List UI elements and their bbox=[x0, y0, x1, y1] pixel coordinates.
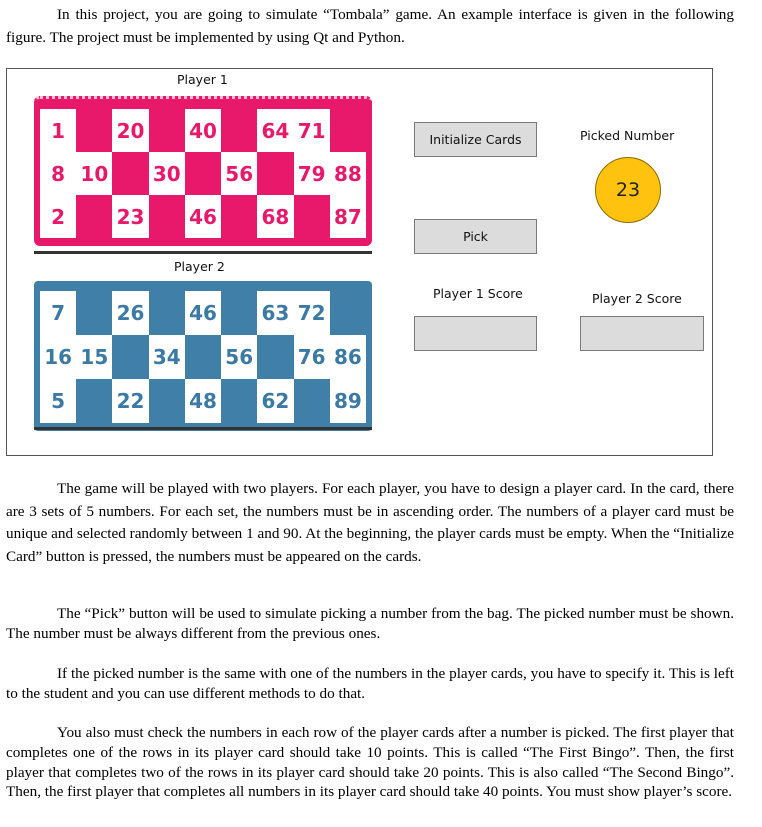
player2-card-cell bbox=[257, 335, 293, 379]
player1-card-cell bbox=[149, 109, 185, 152]
player1-card-cell bbox=[112, 152, 148, 195]
player1-card-cell: 1 bbox=[40, 109, 76, 152]
picked-number-ball bbox=[595, 157, 661, 223]
player2-card-cell: 22 bbox=[112, 379, 148, 423]
player2-card-cell: 62 bbox=[257, 379, 293, 423]
player2-card-cell bbox=[112, 335, 148, 379]
player1-card-cell: 40 bbox=[185, 109, 221, 152]
initialize-cards-button[interactable]: Initialize Cards bbox=[414, 122, 537, 157]
player2-card-cell: 48 bbox=[185, 379, 221, 423]
player2-card-cell: 7 bbox=[40, 291, 76, 335]
player1-score-box bbox=[414, 316, 537, 351]
player1-card-cell: 56 bbox=[221, 152, 257, 195]
pick-button[interactable]: Pick bbox=[414, 219, 537, 254]
example-interface-figure bbox=[6, 68, 713, 456]
player1-label: Player 1 bbox=[177, 72, 228, 87]
player2-card-cell: 26 bbox=[112, 291, 148, 335]
paragraph-game-rules bbox=[6, 478, 734, 568]
player1-card-cell: 64 bbox=[257, 109, 293, 152]
player1-card-cell: 2 bbox=[40, 195, 76, 238]
player1-card-cell: 88 bbox=[330, 152, 366, 195]
player1-card-cell: 71 bbox=[294, 109, 330, 152]
player2-card-grid bbox=[40, 291, 366, 423]
player1-card-cell bbox=[185, 152, 221, 195]
player1-card-cell: 79 bbox=[294, 152, 330, 195]
player1-card-cell bbox=[330, 109, 366, 152]
player2-card-cell: 86 bbox=[330, 335, 366, 379]
player1-card-base bbox=[34, 251, 372, 254]
player2-card-cell: 76 bbox=[294, 335, 330, 379]
player2-card-cell: 72 bbox=[294, 291, 330, 335]
player2-card-cell bbox=[185, 335, 221, 379]
paragraph-specify-match-text: If the picked number is the same with one of the numbers in the player cards, you have to specify it. This is left to the student and you can use different methods to do that. bbox=[6, 665, 734, 702]
player1-card-cell: 46 bbox=[185, 195, 221, 238]
player2-card-cell bbox=[294, 379, 330, 423]
intro-text: In this project, you are going to simulate “Tombala” game. An example interface is given in the following figure. The project must be implemented by using Qt and Python. bbox=[6, 6, 734, 46]
player2-card-cell: 46 bbox=[185, 291, 221, 335]
picked-number-label: Picked Number bbox=[580, 128, 675, 143]
player1-card-grid bbox=[40, 109, 366, 238]
player2-card-cell: 15 bbox=[76, 335, 112, 379]
player2-card-cell bbox=[221, 291, 257, 335]
player2-card-cell bbox=[149, 291, 185, 335]
player1-score-label: Player 1 Score bbox=[433, 286, 523, 301]
paragraph-game-rules-text: The game will be played with two players. For each player, you have to design a player card. In the card, there are 3 sets of 5 numbers. For each set, the numbers must be in ascending order. The numbers of a player card must be unique and selected randomly between 1 and 90. At the beginning, the player cards must be empty. When the “Initialize Card” button is pressed, the numbers must be appeared on the cards. bbox=[6, 480, 734, 565]
player2-card-cell: 34 bbox=[149, 335, 185, 379]
player2-label: Player 2 bbox=[174, 259, 225, 274]
intro-paragraph bbox=[6, 4, 734, 49]
player1-card-cell: 8 bbox=[40, 152, 76, 195]
paragraph-scoring bbox=[6, 723, 734, 802]
player1-card-cell bbox=[76, 195, 112, 238]
paragraph-scoring-text: You also must check the numbers in each row of the player cards after a number is picked. The first player that completes one of the rows in its player card should take 10 points. This is called “The First Bingo”. Then, the first player that completes two of the rows in its player card should take 20 points. This is also called “The Second Bingo”. Then, the first player that completes all numbers in its player card should take 40 points. You must show player’s score. bbox=[6, 724, 734, 801]
player2-card-cell: 5 bbox=[40, 379, 76, 423]
player1-card-cell: 68 bbox=[257, 195, 293, 238]
paragraph-pick-button bbox=[6, 604, 734, 644]
paragraph-pick-button-text: The “Pick” button will be used to simulate picking a number from the bag. The picked number must be shown. The number must be always different from the previous ones. bbox=[6, 605, 734, 642]
player1-card-cell: 30 bbox=[149, 152, 185, 195]
player2-card-cell bbox=[149, 379, 185, 423]
picked-number-value: 23 bbox=[615, 179, 641, 201]
player2-score-label: Player 2 Score bbox=[592, 291, 682, 306]
player2-card-cell bbox=[330, 291, 366, 335]
player1-card bbox=[34, 96, 372, 246]
player2-card-cell bbox=[76, 291, 112, 335]
player2-card-cell: 89 bbox=[330, 379, 366, 423]
player1-card-cell bbox=[221, 109, 257, 152]
player1-card-cell: 87 bbox=[330, 195, 366, 238]
player2-card-cell bbox=[221, 379, 257, 423]
player1-card-cell: 23 bbox=[112, 195, 148, 238]
player2-card bbox=[34, 281, 372, 431]
player1-card-cell bbox=[257, 152, 293, 195]
player1-card-cell: 20 bbox=[112, 109, 148, 152]
player2-card-cell bbox=[76, 379, 112, 423]
player1-card-cell bbox=[76, 109, 112, 152]
player2-card-cell: 56 bbox=[221, 335, 257, 379]
player2-card-base bbox=[34, 427, 372, 430]
player1-card-cell bbox=[221, 195, 257, 238]
paragraph-specify-match bbox=[6, 664, 734, 704]
player1-card-cell: 10 bbox=[76, 152, 112, 195]
player2-card-cell: 16 bbox=[40, 335, 76, 379]
player2-score-box bbox=[580, 316, 704, 351]
player2-card-cell: 63 bbox=[257, 291, 293, 335]
player1-card-cell bbox=[149, 195, 185, 238]
player1-card-cell bbox=[294, 195, 330, 238]
